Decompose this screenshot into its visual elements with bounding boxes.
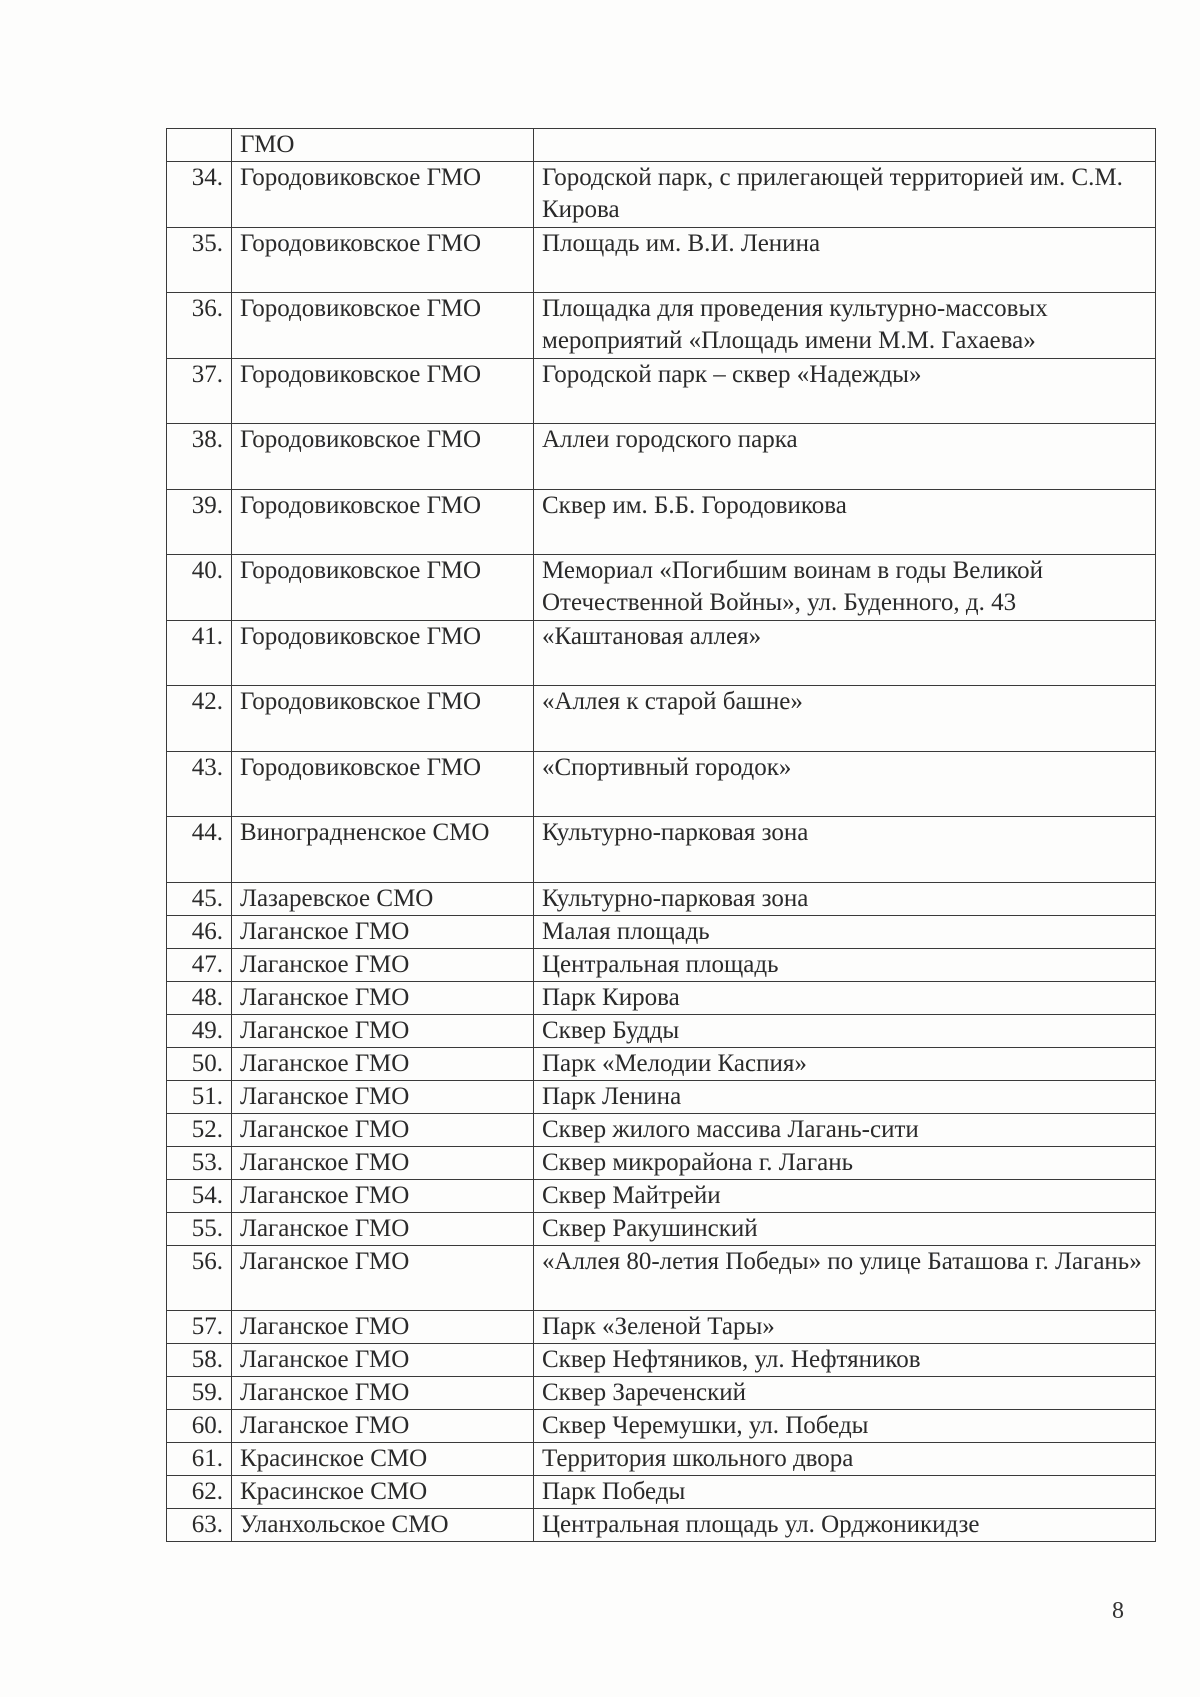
row-number-cell: 60. <box>167 1410 232 1443</box>
row-number-cell: 44. <box>167 817 232 883</box>
row-number-cell: 57. <box>167 1311 232 1344</box>
object-name-cell: Сквер Зареченский <box>534 1377 1156 1410</box>
municipality-cell: Виноградненское СМО <box>232 817 534 883</box>
row-number-cell: 48. <box>167 981 232 1014</box>
table-row <box>167 948 1156 981</box>
table-row <box>167 1113 1156 1146</box>
row-number-cell: 62. <box>167 1476 232 1509</box>
page-number: 8 <box>1112 1598 1124 1624</box>
object-name-cell: Центральная площадь <box>534 948 1156 981</box>
object-name-cell: Культурно-парковая зона <box>534 817 1156 883</box>
municipality-cell: Лаганское ГМО <box>232 1113 534 1146</box>
municipality-cell: Лаганское ГМО <box>232 1014 534 1047</box>
object-name-cell: Парк «Зеленой Тары» <box>534 1311 1156 1344</box>
table-row <box>167 1443 1156 1476</box>
object-name-cell: Площадка для проведения культурно-массовых мероприятий «Площадь имени М.М. Гахаева» <box>534 293 1156 359</box>
table-row <box>167 1311 1156 1344</box>
object-name-cell: Площадь им. В.И. Ленина <box>534 227 1156 293</box>
row-number-cell: 34. <box>167 162 232 228</box>
municipality-cell: Лаганское ГМО <box>232 1047 534 1080</box>
municipality-cell: Лаганское ГМО <box>232 1410 534 1443</box>
municipality-cell: Красинское СМО <box>232 1476 534 1509</box>
municipality-cell: Лаганское ГМО <box>232 1344 534 1377</box>
table-row <box>167 686 1156 752</box>
row-number-cell: 37. <box>167 358 232 424</box>
object-name-cell: Сквер Нефтяников, ул. Нефтяников <box>534 1344 1156 1377</box>
municipality-cell: Городовиковское ГМО <box>232 489 534 555</box>
municipality-cell: Лаганское ГМО <box>232 1080 534 1113</box>
row-number-cell: 47. <box>167 948 232 981</box>
municipality-cell: Городовиковское ГМО <box>232 424 534 490</box>
municipality-cell: Лаганское ГМО <box>232 1311 534 1344</box>
object-name-cell <box>534 129 1156 162</box>
row-number-cell: 55. <box>167 1212 232 1245</box>
municipality-cell: Уланхольское СМО <box>232 1509 534 1542</box>
table-row <box>167 358 1156 424</box>
municipality-cell: Лаганское ГМО <box>232 1212 534 1245</box>
municipality-cell: Лаганское ГМО <box>232 1245 534 1311</box>
object-name-cell: «Спортивный городок» <box>534 751 1156 817</box>
row-number-cell: 49. <box>167 1014 232 1047</box>
table-row <box>167 817 1156 883</box>
municipality-cell: Городовиковское ГМО <box>232 620 534 686</box>
object-name-cell: «Каштановая аллея» <box>534 620 1156 686</box>
row-number-cell: 61. <box>167 1443 232 1476</box>
table-row <box>167 1146 1156 1179</box>
municipality-cell: Лаганское ГМО <box>232 981 534 1014</box>
municipality-cell: Лаганское ГМО <box>232 1179 534 1212</box>
object-name-cell: Парк «Мелодии Каспия» <box>534 1047 1156 1080</box>
table-row <box>167 1245 1156 1311</box>
municipality-cell: Лаганское ГМО <box>232 1377 534 1410</box>
row-number-cell: 41. <box>167 620 232 686</box>
municipality-cell: Городовиковское ГМО <box>232 162 534 228</box>
row-number-cell: 43. <box>167 751 232 817</box>
table-row <box>167 1344 1156 1377</box>
row-number-cell: 63. <box>167 1509 232 1542</box>
table-row <box>167 424 1156 490</box>
object-name-cell: Парк Кирова <box>534 981 1156 1014</box>
table-row <box>167 1047 1156 1080</box>
row-number-cell: 58. <box>167 1344 232 1377</box>
object-name-cell: Сквер Ракушинский <box>534 1212 1156 1245</box>
row-number-cell: 39. <box>167 489 232 555</box>
table-row <box>167 1014 1156 1047</box>
table-row <box>167 1509 1156 1542</box>
row-number-cell: 40. <box>167 555 232 621</box>
table-row <box>167 227 1156 293</box>
object-name-cell: Городской парк, с прилегающей территорией им. С.М. Кирова <box>534 162 1156 228</box>
object-name-cell: Сквер Будды <box>534 1014 1156 1047</box>
row-number-cell: 35. <box>167 227 232 293</box>
object-name-cell: «Аллея к старой башне» <box>534 686 1156 752</box>
row-number-cell: 45. <box>167 882 232 915</box>
table-row <box>167 555 1156 621</box>
row-number-cell: 36. <box>167 293 232 359</box>
municipality-cell: Городовиковское ГМО <box>232 358 534 424</box>
objects-table <box>166 128 1156 1542</box>
table-row <box>167 620 1156 686</box>
object-name-cell: Культурно-парковая зона <box>534 882 1156 915</box>
row-number-cell: 50. <box>167 1047 232 1080</box>
row-number-cell: 52. <box>167 1113 232 1146</box>
table-row <box>167 1179 1156 1212</box>
municipality-cell: Лазаревское СМО <box>232 882 534 915</box>
municipality-cell: Лаганское ГМО <box>232 948 534 981</box>
table-row <box>167 1476 1156 1509</box>
table-row <box>167 129 1156 162</box>
table-row <box>167 1377 1156 1410</box>
row-number-cell: 53. <box>167 1146 232 1179</box>
municipality-cell: Городовиковское ГМО <box>232 227 534 293</box>
table-row <box>167 1080 1156 1113</box>
table-row <box>167 751 1156 817</box>
municipality-cell: Красинское СМО <box>232 1443 534 1476</box>
object-name-cell: Малая площадь <box>534 915 1156 948</box>
municipality-cell: Лаганское ГМО <box>232 915 534 948</box>
object-name-cell: «Аллея 80-летия Победы» по улице Баташова г. Лагань» <box>534 1245 1156 1311</box>
row-number-cell: 46. <box>167 915 232 948</box>
object-name-cell: Парк Ленина <box>534 1080 1156 1113</box>
municipality-cell: Городовиковское ГМО <box>232 293 534 359</box>
object-name-cell: Сквер микрорайона г. Лагань <box>534 1146 1156 1179</box>
object-name-cell: Сквер Майтрейи <box>534 1179 1156 1212</box>
object-name-cell: Парк Победы <box>534 1476 1156 1509</box>
table-row <box>167 981 1156 1014</box>
municipality-cell: Лаганское ГМО <box>232 1146 534 1179</box>
row-number-cell: 56. <box>167 1245 232 1311</box>
row-number-cell: 42. <box>167 686 232 752</box>
row-number-cell: 51. <box>167 1080 232 1113</box>
object-name-cell: Центральная площадь ул. Орджоникидзе <box>534 1509 1156 1542</box>
object-name-cell: Сквер им. Б.Б. Городовикова <box>534 489 1156 555</box>
object-name-cell: Аллеи городского парка <box>534 424 1156 490</box>
municipality-cell: Городовиковское ГМО <box>232 751 534 817</box>
table-row <box>167 1212 1156 1245</box>
table-row <box>167 162 1156 228</box>
row-number-cell: 38. <box>167 424 232 490</box>
row-number-cell <box>167 129 232 162</box>
municipality-cell: ГМО <box>232 129 534 162</box>
municipality-cell: Городовиковское ГМО <box>232 555 534 621</box>
table-row <box>167 293 1156 359</box>
table-row <box>167 489 1156 555</box>
object-name-cell: Сквер жилого массива Лагань-сити <box>534 1113 1156 1146</box>
object-name-cell: Городской парк – сквер «Надежды» <box>534 358 1156 424</box>
table-row <box>167 915 1156 948</box>
object-name-cell: Мемориал «Погибшим воинам в годы Великой Отечественной Войны», ул. Буденного, д. 43 <box>534 555 1156 621</box>
table-body <box>167 129 1156 1542</box>
row-number-cell: 59. <box>167 1377 232 1410</box>
municipality-cell: Городовиковское ГМО <box>232 686 534 752</box>
table-row <box>167 1410 1156 1443</box>
row-number-cell: 54. <box>167 1179 232 1212</box>
object-name-cell: Территория школьного двора <box>534 1443 1156 1476</box>
table-row <box>167 882 1156 915</box>
object-name-cell: Сквер Черемушки, ул. Победы <box>534 1410 1156 1443</box>
